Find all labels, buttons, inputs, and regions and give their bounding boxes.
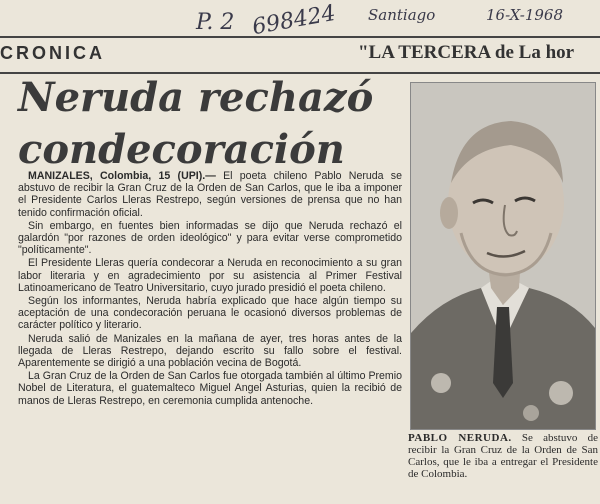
caption-name: PABLO NERUDA. [408, 432, 512, 444]
dateline: MANIZALES, Colombia, 15 (UPI).— [28, 170, 216, 182]
article-paragraph: Neruda salió de Manizales en la mañana de ayer, tres horas antes de la llegada de Lleras Restrepo, dejando escrito su fallo sobre el festival. Aparentemente se dirigió a una población vecina de Bogotá. [18, 332, 402, 370]
handwritten-city: Santiago [368, 6, 436, 24]
article-paragraph [18, 170, 402, 219]
newspaper-source: "LA TERCERA de La hor [358, 42, 575, 63]
handwritten-catalog-number: 698424 [250, 0, 338, 41]
article-body [18, 170, 402, 408]
handwritten-date: 16-X-1968 [486, 6, 564, 24]
portrait-photo [410, 82, 596, 430]
article-paragraph: La Gran Cruz de la Orden de San Carlos fue otorgada también al último Premio Nobel de Literatura, el guatemalteco Miguel Angel Asturias, quien la recibió de manos de Lleras Restrepo, en ceremonia cumplida antenoche. [18, 370, 402, 407]
section-label: CRONICA [0, 43, 105, 63]
headline [18, 72, 398, 176]
headline-line-2: condecoración [18, 126, 345, 173]
article-paragraph: Sin embargo, en fuentes bien informadas se dijo que Neruda rechazó el galardón "por razones de orden ideológico" y para evitar verse comprometido "políticamente". [18, 219, 402, 257]
headline-line-1: Neruda rechazó [18, 74, 374, 121]
article-paragraph: El Presidente Lleras quería condecorar a Neruda en reconocimiento a su gran labor literaria y en agradecimiento por su asistencia al Primer Festival Latinoamericano de Teatro Universitario, cuyo jurado presidió el poeta chileno. [18, 257, 402, 294]
photo-caption [408, 432, 598, 480]
article-paragraph: Según los informantes, Neruda habría explicado que hace algún tiempo su aceptación de una condecoración peruana le ocasionó diversos problemas de carácter político y literario. [18, 295, 402, 332]
paragraph-text: El poeta chileno Pablo Neruda se abstuvo de recibir la Gran Cruz de la Orden de San Carlos, que le iba a imponer el Presidente Carlos Lleras Restrepo, según versiones de prensa que no han tenido confirmación oficial. [18, 170, 402, 219]
portrait-illustration [411, 83, 595, 429]
caption-text: Se abstuvo de recibir la Gran Cruz de la Orden de San Carlos, que le iba a entregar el Presidente de Colombia. [408, 432, 598, 480]
handwritten-page-mark: P. 2 [196, 10, 235, 35]
